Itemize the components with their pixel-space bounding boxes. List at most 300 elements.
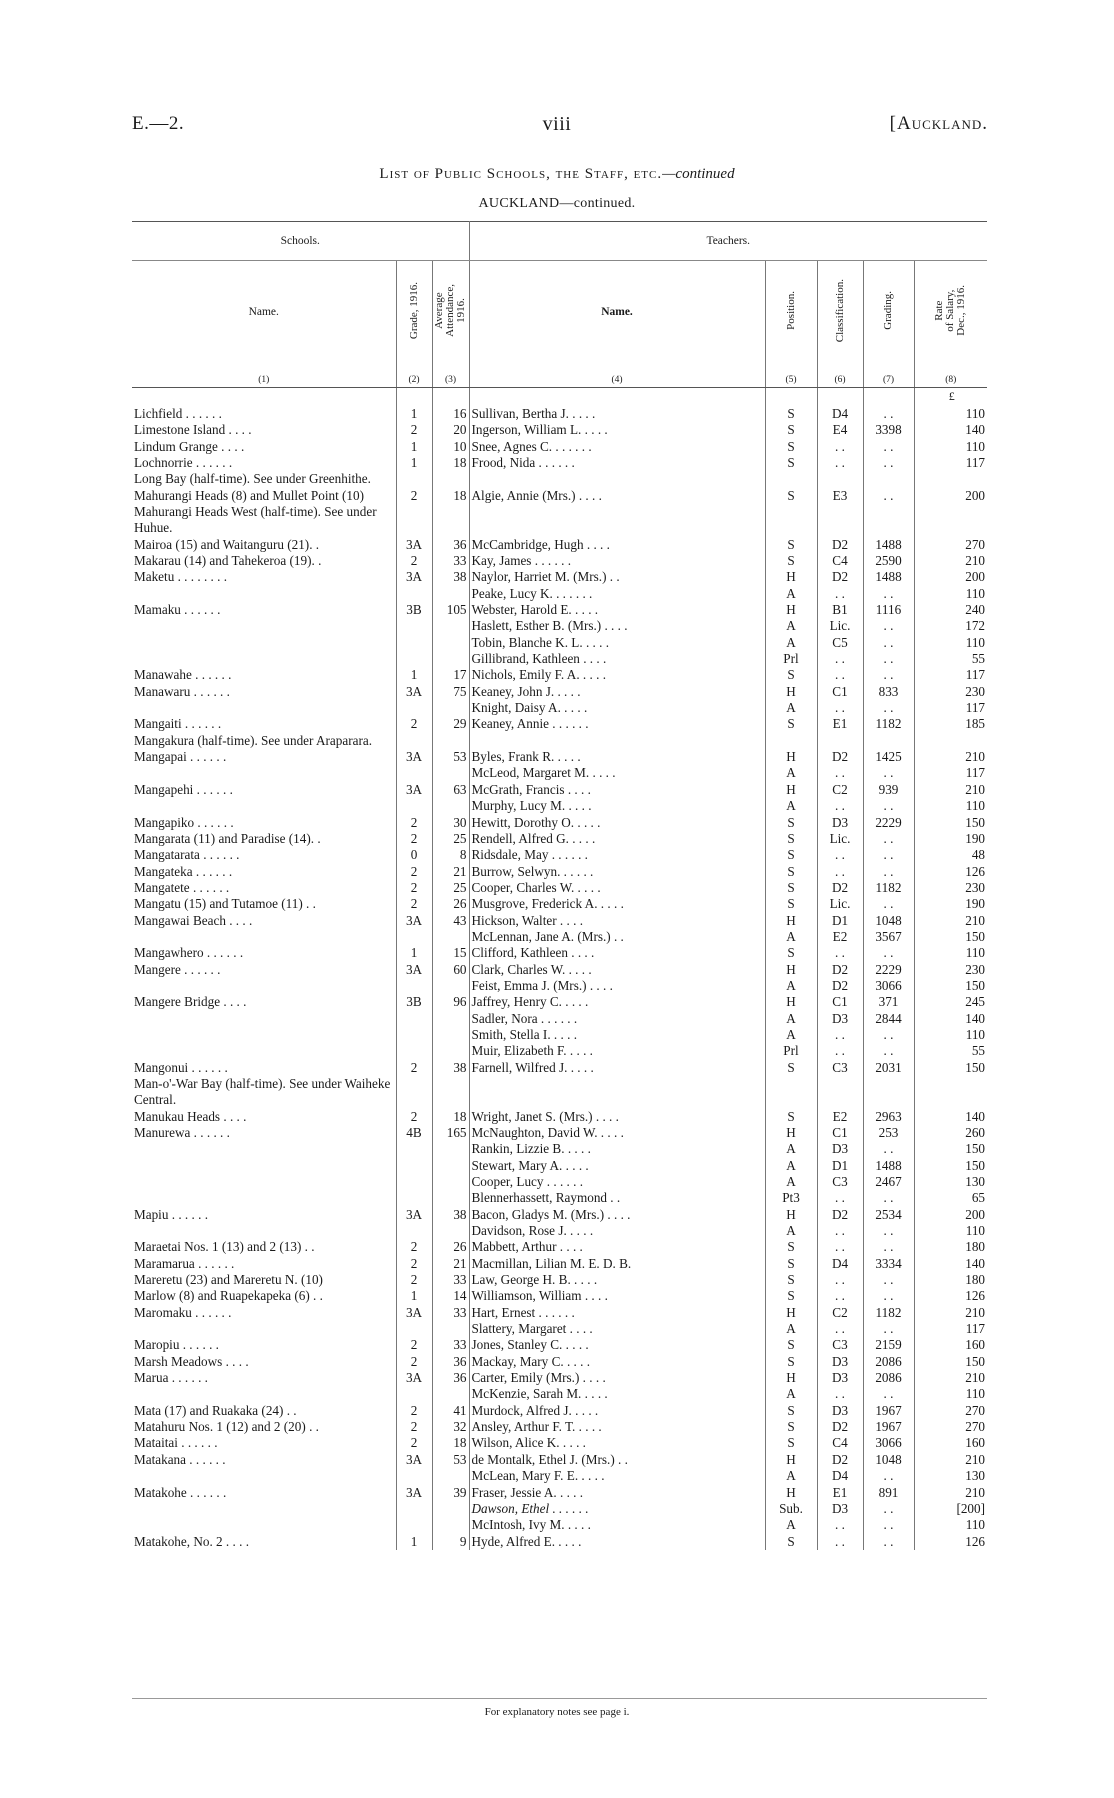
classification-cell: D4 — [817, 1256, 863, 1272]
grade-cell: 2 — [396, 488, 432, 504]
attendance-cell — [432, 1223, 469, 1239]
teacher-name-cell: Law, George H. B. . . . . — [469, 1272, 765, 1288]
teacher-name-cell: Murphy, Lucy M. . . . . — [469, 798, 765, 814]
teacher-name-cell: Muir, Elizabeth F. . . . . — [469, 1043, 765, 1059]
classification-cell: . . — [817, 1272, 863, 1288]
attendance-cell: 20 — [432, 422, 469, 438]
teacher-name-cell: Ansley, Arthur F. T. . . . . — [469, 1419, 765, 1435]
table-row — [132, 1386, 987, 1402]
attendance-cell: 26 — [432, 1239, 469, 1255]
attendance-cell: 21 — [432, 864, 469, 880]
grading-cell: 2086 — [863, 1370, 914, 1386]
position-cell: S — [765, 422, 817, 438]
school-name-cell — [132, 1011, 396, 1027]
teacher-name-cell: Peake, Lucy K. . . . . . . — [469, 586, 765, 602]
classification-cell: . . — [817, 798, 863, 814]
grading-cell: 1048 — [863, 913, 914, 929]
teacher-name-cell: Murdock, Alfred J. . . . . — [469, 1403, 765, 1419]
salary-rate-cell: 190 — [965, 830, 986, 846]
position-cell: S — [765, 896, 817, 912]
table-row — [132, 1534, 987, 1550]
school-name-cell: Manawaru . . . . . . — [132, 684, 396, 700]
table-row — [132, 1125, 987, 1141]
school-name-cell — [132, 1190, 396, 1206]
school-name-cell: Mangatu (15) and Tutamoe (11) . . — [132, 896, 396, 912]
attendance-cell — [432, 1190, 469, 1206]
classification-cell: . . — [817, 1534, 863, 1550]
school-name-cell: Mamaku . . . . . . — [132, 602, 396, 618]
salary-rate-cell: 140 — [965, 1108, 986, 1124]
classification-cell: C2 — [817, 782, 863, 798]
grading-cell — [863, 504, 914, 537]
classification-cell: D3 — [817, 1141, 863, 1157]
col-num: (5) — [765, 363, 817, 388]
teacher-name-cell: McIntosh, Ivy M. . . . . — [469, 1517, 765, 1533]
position-cell: A — [765, 1158, 817, 1174]
attendance-cell — [432, 1517, 469, 1533]
table-row — [132, 913, 987, 929]
attendance-cell — [432, 1386, 469, 1402]
attendance-cell — [432, 651, 469, 667]
grade-cell: 1 — [396, 455, 432, 471]
salary-rate-cell: 172 — [965, 618, 986, 634]
teacher-name-cell: Snee, Agnes C. . . . . . . — [469, 439, 765, 455]
table-row — [132, 1190, 987, 1206]
footnote: For explanatory notes see page i. — [484, 1706, 630, 1718]
table-row — [132, 422, 987, 438]
school-name-cell: Lichfield . . . . . . — [132, 406, 396, 422]
salary-rate-cell: 55 — [971, 651, 986, 667]
page-number: viii — [542, 113, 572, 135]
position-cell: S — [765, 831, 817, 847]
grading-cell: 1425 — [863, 749, 914, 765]
position-cell: H — [765, 1207, 817, 1223]
attendance-cell — [432, 1321, 469, 1337]
attendance-cell: 60 — [432, 962, 469, 978]
grading-cell: . . — [863, 667, 914, 683]
classification-cell: E4 — [817, 422, 863, 438]
col-num: (1) — [132, 363, 396, 388]
classification-cell: D2 — [817, 537, 863, 553]
grade-cell — [396, 1158, 432, 1174]
salary-rate-cell: 185 — [965, 716, 986, 732]
teacher-name-cell: Hart, Ernest . . . . . . — [469, 1305, 765, 1321]
teacher-name-cell: Knight, Daisy A. . . . . — [469, 700, 765, 716]
table-row — [132, 1256, 987, 1272]
attendance-cell — [432, 798, 469, 814]
classification-cell: . . — [817, 765, 863, 781]
grading-cell: 2590 — [863, 553, 914, 569]
school-name-cell: Mangapai . . . . . . — [132, 749, 396, 765]
school-name-cell — [132, 1321, 396, 1337]
salary-rate-cell: 210 — [965, 749, 986, 765]
classification-cell: D1 — [817, 913, 863, 929]
grading-cell: . . — [863, 586, 914, 602]
attendance-cell: 36 — [432, 537, 469, 553]
position-cell: A — [765, 635, 817, 651]
salary-rate-cell: 160 — [965, 1337, 986, 1353]
position-cell: S — [765, 1403, 817, 1419]
school-name-cell: Makarau (14) and Tahekeroa (19). . — [132, 553, 396, 569]
grade-cell: 2 — [396, 1256, 432, 1272]
teacher-name-cell: Sadler, Nora . . . . . . — [469, 1011, 765, 1027]
table-row — [132, 815, 987, 831]
salary-rate-cell: 117 — [965, 1321, 986, 1337]
table-row — [132, 553, 987, 569]
position-cell: S — [765, 439, 817, 455]
attendance-cell: 21 — [432, 1256, 469, 1272]
grade-cell: 1 — [396, 439, 432, 455]
attendance-cell — [432, 700, 469, 716]
grading-cell: 1116 — [863, 602, 914, 618]
school-name-cell: Lochnorrie . . . . . . — [132, 455, 396, 471]
classification-cell: B1 — [817, 602, 863, 618]
position-cell: S — [765, 880, 817, 896]
school-name-cell — [132, 651, 396, 667]
position-cell: A — [765, 978, 817, 994]
salary-rate-cell: 240 — [965, 602, 986, 618]
table-row — [132, 602, 987, 618]
teacher-name-cell: Mabbett, Arthur . . . . — [469, 1239, 765, 1255]
school-name-cell — [132, 1027, 396, 1043]
position-cell: H — [765, 994, 817, 1010]
col-num: (6) — [817, 363, 863, 388]
attendance-cell: 75 — [432, 684, 469, 700]
position-cell: S — [765, 716, 817, 732]
position-cell: H — [765, 749, 817, 765]
teacher-name-cell: Musgrove, Frederick A. . . . . — [469, 896, 765, 912]
grade-cell — [396, 618, 432, 634]
salary-rate-cell: 160 — [965, 1435, 986, 1451]
attendance-cell: 32 — [432, 1419, 469, 1435]
schools-table — [132, 221, 987, 1550]
table-row — [132, 1076, 987, 1109]
table-row — [132, 1354, 987, 1370]
teacher-name-cell: Naylor, Harriet M. (Mrs.) . . — [469, 569, 765, 585]
grade-cell — [396, 978, 432, 994]
grade-cell — [396, 1386, 432, 1402]
teacher-name-cell: Smith, Stella I. . . . . — [469, 1027, 765, 1043]
attendance-cell: 18 — [432, 455, 469, 471]
grade-cell: 1 — [396, 945, 432, 961]
salary-rate-cell — [914, 733, 987, 749]
salary-rate-cell: 210 — [965, 1370, 986, 1386]
grade-cell — [396, 1043, 432, 1059]
attendance-cell: 43 — [432, 913, 469, 929]
col-grade-header: Grade, 1916. — [396, 261, 432, 364]
grading-cell: . . — [863, 1043, 914, 1059]
grade-cell: 2 — [396, 1272, 432, 1288]
salary-rate-cell: 126 — [965, 1533, 986, 1549]
grade-cell: 2 — [396, 1060, 432, 1076]
grade-cell: 3A — [396, 1370, 432, 1386]
group-teachers-header: Teachers. — [469, 222, 987, 261]
teacher-name-cell: Tobin, Blanche K. L. . . . . — [469, 635, 765, 651]
teacher-name-cell: McLeod, Margaret M. . . . . — [469, 765, 765, 781]
school-name-cell: Mangapiko . . . . . . — [132, 815, 396, 831]
school-name-cell — [132, 618, 396, 634]
classification-cell: . . — [817, 651, 863, 667]
grading-cell: . . — [863, 831, 914, 847]
school-name-cell — [132, 1043, 396, 1059]
grading-cell: 253 — [863, 1125, 914, 1141]
classification-cell: D3 — [817, 1403, 863, 1419]
grading-cell: 1488 — [863, 569, 914, 585]
grade-cell — [396, 733, 432, 749]
attendance-cell — [432, 1468, 469, 1484]
attendance-cell: 63 — [432, 782, 469, 798]
classification-cell: . . — [817, 847, 863, 863]
teacher-name-cell: McLennan, Jane A. (Mrs.) . . — [469, 929, 765, 945]
teacher-name-cell: Webster, Harold E. . . . . — [469, 602, 765, 618]
table-row — [132, 1370, 987, 1386]
position-cell: A — [765, 700, 817, 716]
col-num: (7) — [863, 363, 914, 388]
grading-cell: . . — [863, 1272, 914, 1288]
table-row — [132, 471, 987, 487]
classification-cell: D3 — [817, 1370, 863, 1386]
salary-rate-cell: 210 — [965, 1484, 986, 1500]
salary-rate-cell: 210 — [965, 1451, 986, 1467]
classification-cell: C3 — [817, 1060, 863, 1076]
grading-cell: 3567 — [863, 929, 914, 945]
classification-cell: . . — [817, 1027, 863, 1043]
school-name-cell: Matahuru Nos. 1 (12) and 2 (20) . . — [132, 1419, 396, 1435]
school-name-cell — [132, 700, 396, 716]
position-cell: S — [765, 1354, 817, 1370]
teacher-name-cell: Bacon, Gladys M. (Mrs.) . . . . — [469, 1207, 765, 1223]
teacher-name-cell: Rankin, Lizzie B. . . . . — [469, 1141, 765, 1157]
salary-rate-cell: 110 — [965, 634, 986, 650]
classification-cell: . . — [817, 1288, 863, 1304]
grade-cell: 2 — [396, 815, 432, 831]
classification-cell: D3 — [817, 815, 863, 831]
table-row — [132, 716, 987, 732]
classification-cell: C5 — [817, 635, 863, 651]
salary-rate-cell: 130 — [965, 1468, 986, 1484]
classification-cell: E3 — [817, 488, 863, 504]
school-name-cell — [132, 1141, 396, 1157]
teacher-name-cell: de Montalk, Ethel J. (Mrs.) . . — [469, 1452, 765, 1468]
classification-cell — [817, 1076, 863, 1109]
school-name-cell — [132, 1223, 396, 1239]
grading-cell: 1182 — [863, 1305, 914, 1321]
teacher-name-cell: Farnell, Wilfred J. . . . . — [469, 1060, 765, 1076]
attendance-cell: 18 — [432, 488, 469, 504]
classification-cell — [817, 733, 863, 749]
attendance-cell — [432, 1158, 469, 1174]
teacher-name-cell: McKenzie, Sarah M. . . . . — [469, 1386, 765, 1402]
position-cell: H — [765, 913, 817, 929]
classification-cell: D4 — [817, 1468, 863, 1484]
table-row — [132, 1321, 987, 1337]
table-row — [132, 1419, 987, 1435]
grade-cell: 2 — [396, 553, 432, 569]
grading-cell: . . — [863, 1239, 914, 1255]
col-num: (2) — [396, 363, 432, 388]
grading-cell: 891 — [863, 1485, 914, 1501]
grade-cell: 0 — [396, 847, 432, 863]
classification-cell: D4 — [817, 406, 863, 422]
salary-rate-cell: 110 — [965, 945, 986, 961]
table-row — [132, 978, 987, 994]
grade-cell: 1 — [396, 1534, 432, 1550]
teacher-name-cell: Williamson, William . . . . — [469, 1288, 765, 1304]
grade-cell: 2 — [396, 880, 432, 896]
school-name-cell: Mangatete . . . . . . — [132, 880, 396, 896]
teacher-name-cell — [469, 504, 765, 537]
position-cell: A — [765, 798, 817, 814]
pound-sign: £ — [948, 389, 955, 403]
salary-rate-cell: 150 — [965, 1059, 986, 1075]
col-num: (3) — [432, 363, 469, 388]
salary-rate-cell: 117 — [965, 667, 986, 683]
school-name-cell: Mata (17) and Ruakaka (24) . . — [132, 1403, 396, 1419]
grading-cell: . . — [863, 700, 914, 716]
teacher-name-cell: Macmillan, Lilian M. E. D. B. — [469, 1256, 765, 1272]
position-cell: S — [765, 1256, 817, 1272]
attendance-cell — [432, 1043, 469, 1059]
grade-cell: 2 — [396, 422, 432, 438]
grading-cell: 2229 — [863, 815, 914, 831]
school-name-cell: Mahurangi Heads West (half-time). See under Huhue. — [132, 504, 396, 537]
grade-cell — [396, 929, 432, 945]
classification-cell: C4 — [817, 1435, 863, 1451]
salary-rate-cell: 210 — [965, 912, 986, 928]
table-row — [132, 929, 987, 945]
position-cell: A — [765, 1321, 817, 1337]
teacher-name-cell: Clark, Charles W. . . . . — [469, 962, 765, 978]
position-cell: A — [765, 1223, 817, 1239]
salary-rate-cell: 230 — [965, 879, 986, 895]
position-cell: S — [765, 864, 817, 880]
col-num: (8) — [914, 363, 987, 388]
table-row — [132, 1207, 987, 1223]
table-row — [132, 1174, 987, 1190]
table-row — [132, 700, 987, 716]
salary-rate-cell: 150 — [965, 928, 986, 944]
position-cell: A — [765, 1174, 817, 1190]
grade-cell: 3A — [396, 749, 432, 765]
position-cell: Prl — [765, 1043, 817, 1059]
table-row — [132, 439, 987, 455]
attendance-cell — [432, 1076, 469, 1109]
table-row — [132, 864, 987, 880]
salary-rate-cell: 270 — [965, 1419, 986, 1435]
teacher-name-cell — [469, 1076, 765, 1109]
attendance-cell: 9 — [432, 1534, 469, 1550]
teacher-name-cell: Kay, James . . . . . . — [469, 553, 765, 569]
salary-rate-cell: 110 — [965, 438, 986, 454]
position-cell: H — [765, 1125, 817, 1141]
classification-cell: D2 — [817, 1419, 863, 1435]
classification-cell: D2 — [817, 1207, 863, 1223]
table-row — [132, 880, 987, 896]
school-name-cell — [132, 1468, 396, 1484]
attendance-cell: 105 — [432, 602, 469, 618]
grading-cell: . . — [863, 1288, 914, 1304]
position-cell: S — [765, 537, 817, 553]
position-cell: Sub. — [765, 1501, 817, 1517]
attendance-cell: 41 — [432, 1403, 469, 1419]
position-cell: H — [765, 684, 817, 700]
teacher-name-cell: Byles, Frank R. . . . . — [469, 749, 765, 765]
teacher-name-cell: Jaffrey, Henry C. . . . . — [469, 994, 765, 1010]
grade-cell: 3A — [396, 782, 432, 798]
teacher-name-cell: Mackay, Mary C. . . . . — [469, 1354, 765, 1370]
salary-rate-cell: 140 — [965, 1255, 986, 1271]
attendance-cell — [432, 1027, 469, 1043]
position-cell: A — [765, 1517, 817, 1533]
grading-cell: . . — [863, 439, 914, 455]
school-name-cell — [132, 635, 396, 651]
school-name-cell — [132, 765, 396, 781]
teacher-name-cell: Haslett, Esther B. (Mrs.) . . . . — [469, 618, 765, 634]
grade-cell: 2 — [396, 864, 432, 880]
school-name-cell: Matakana . . . . . . — [132, 1452, 396, 1468]
school-name-cell: Mangawai Beach . . . . — [132, 913, 396, 929]
table-row — [132, 945, 987, 961]
grade-cell: 3A — [396, 537, 432, 553]
grade-cell: 3A — [396, 1305, 432, 1321]
classification-cell: . . — [817, 1321, 863, 1337]
grade-cell: 2 — [396, 1419, 432, 1435]
teacher-name-cell: Algie, Annie (Mrs.) . . . . — [469, 488, 765, 504]
grading-cell: . . — [863, 847, 914, 863]
attendance-cell: 18 — [432, 1109, 469, 1125]
grade-cell: 2 — [396, 896, 432, 912]
grading-cell: . . — [863, 1027, 914, 1043]
grade-cell: 2 — [396, 1337, 432, 1353]
salary-rate-cell: 180 — [965, 1239, 986, 1255]
attendance-cell: 14 — [432, 1288, 469, 1304]
grade-cell: 3B — [396, 994, 432, 1010]
table-row — [132, 618, 987, 634]
table-row — [132, 1517, 987, 1533]
teacher-name-cell: Sullivan, Bertha J. . . . . — [469, 406, 765, 422]
teacher-name-cell: Blennerhassett, Raymond . . — [469, 1190, 765, 1206]
attendance-cell: 96 — [432, 994, 469, 1010]
classification-cell: . . — [817, 864, 863, 880]
teacher-name-cell: McLean, Mary F. E. . . . . — [469, 1468, 765, 1484]
school-name-cell: Mangateka . . . . . . — [132, 864, 396, 880]
grading-cell: 833 — [863, 684, 914, 700]
teacher-name-cell: Ingerson, William L. . . . . — [469, 422, 765, 438]
attendance-cell — [432, 765, 469, 781]
classification-cell: C3 — [817, 1337, 863, 1353]
table-row — [132, 537, 987, 553]
school-name-cell — [132, 798, 396, 814]
attendance-cell: 18 — [432, 1435, 469, 1451]
salary-rate-cell: 110 — [965, 406, 986, 421]
attendance-cell: 25 — [432, 880, 469, 896]
table-row — [132, 831, 987, 847]
col-grading-header: Grading. — [863, 261, 914, 364]
school-name-cell: Manurewa . . . . . . — [132, 1125, 396, 1141]
salary-rate-cell: 117 — [965, 765, 986, 781]
page-title — [0, 166, 1114, 183]
school-name-cell: Limestone Island . . . . — [132, 422, 396, 438]
position-cell: A — [765, 1468, 817, 1484]
grading-cell: . . — [863, 945, 914, 961]
position-cell — [765, 471, 817, 487]
salary-rate-cell: 110 — [965, 585, 986, 601]
col-rate-header: Rate of Salary, Dec., 1916. — [933, 285, 968, 336]
teacher-name-cell: Cooper, Lucy . . . . . . — [469, 1174, 765, 1190]
grading-cell — [863, 471, 914, 487]
school-name-cell: Mangakura (half-time). See under Araparara. — [132, 733, 396, 749]
salary-rate-cell: 150 — [965, 1353, 986, 1369]
